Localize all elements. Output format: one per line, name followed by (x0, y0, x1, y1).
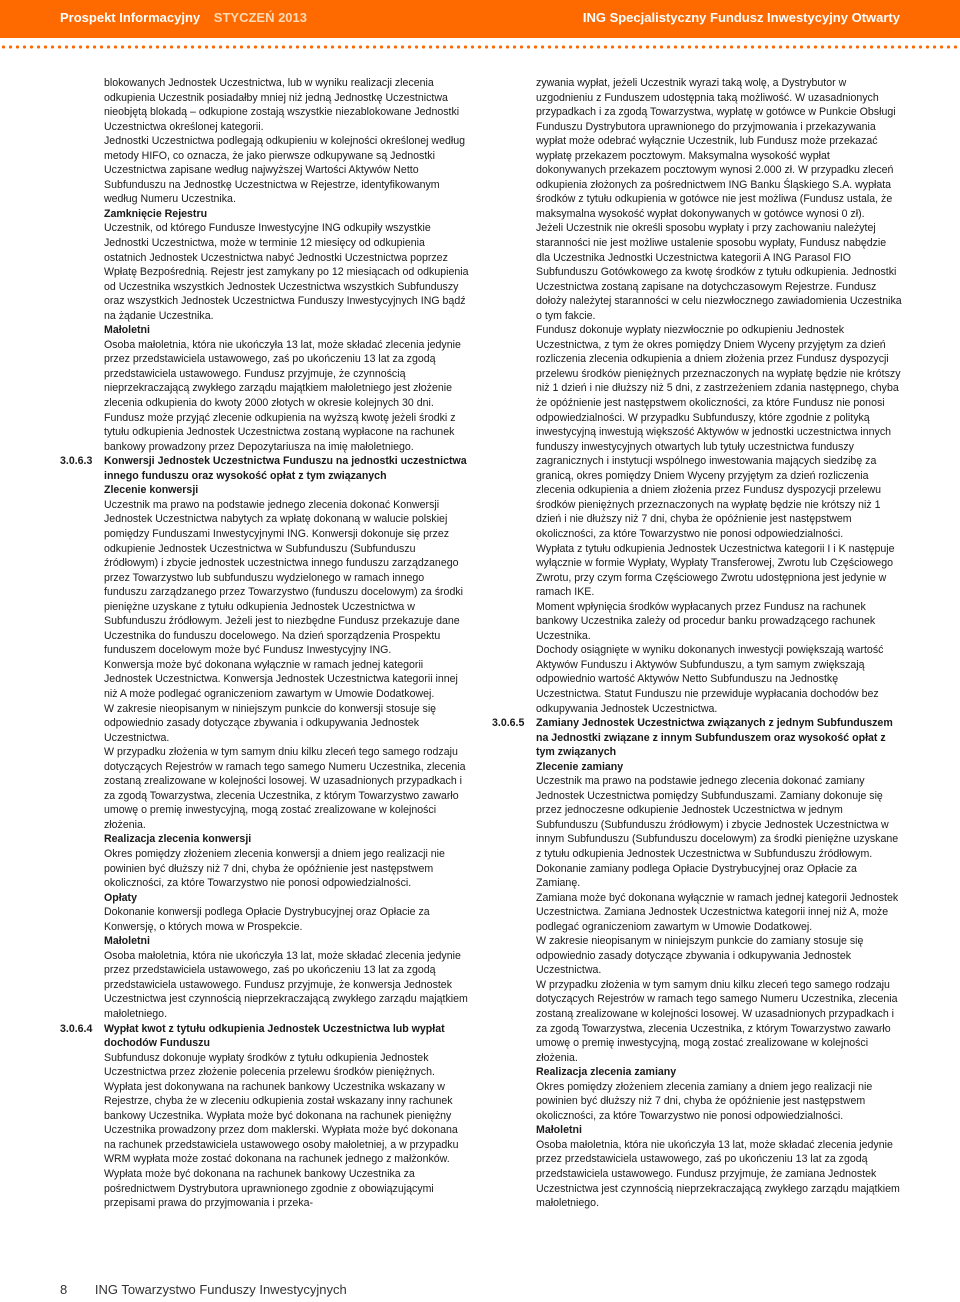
dotted-divider (0, 44, 960, 50)
paragraph: Dokonanie konwersji podlega Opłacie Dystrybucyjnej oraz Opłacie za Konwersję, o których mowa w Prospekcie. (104, 906, 430, 933)
subheading: Małoletni (104, 324, 150, 337)
paragraph: Osoba małoletnia, która nie ukończyła 13 lat, może składać zlecenia jedynie przez przedstawiciela ustawowego, zaś po ukończeniu 13 lat za zgodą przedstawiciela ustawowego. Fundusz przyjmuje, że czynnością nieprzekraczającą zwykłego zarządu majątkiem małoletniego jest złożenie zlecenia odkupienia do kwoty 2000 złotych w okresie kolejnych 30 dni. (104, 338, 461, 410)
paragraph: Zamiana może być dokonana wyłącznie w ramach jednej kategorii Jednostek Uczestnictwa. Zamiana Jednostek Uczestnictwa kategorii innej niż A, może podlegać ograniczeniom zawartym w Umowie Dodatkowej. (536, 891, 899, 933)
paragraph: blokowanych Jednostek Uczestnictwa, lub w wyniku realizacji zlecenia odkupienia Uczestnik posiadałby mniej niż jedną Jednostkę Uczestnictwa nieobjętą blokadą – odkupione zostają wszystkie niezablokowane Jednostki Uczestnictwa określonej kategorii. (104, 77, 460, 133)
page-header (0, 0, 960, 38)
section-heading (492, 716, 902, 760)
paragraph: Uczestnik ma prawo na podstawie jednego zlecenia dokonać zamiany Jednostek Uczestnictwa pomiędzy Subfunduszami. Zamiany dokonuje się przez jednoczesne odkupienie Jednostek Uczestnictwa w jednym Subfunduszu (Subfunduszu źródłowym) i zbycie Jednostek Uczestnictwa w innym Subfunduszu (Subfunduszu docelowym) za środki pieniężne uzyskane z tytułu odkupienia Jednostek Uczestnictwa w Subfunduszu źródłowym. Dokonanie zamiany podlega Opłacie Dystrybucyjnej oraz Opłacie za Zamianę. (536, 775, 899, 890)
subheading: Małoletni (104, 935, 150, 948)
paragraph: Moment wpłynięcia środków wypłacanych przez Fundusz na rachunek bankowy Uczestnika zależy od procedur banku prowadzącego rachunek Uczestnika. (536, 600, 876, 642)
paragraph: Subfundusz dokonuje wypłaty środków z tytułu odkupienia Jednostek Uczestnictwa przez złożenie polecenia przelewu środków pieniężnych. Wypłata jest dokonywana na rachunek bankowy Uczestnika wskazany w Rejestrze, chyba że w zleceniu odkupienia został wskazany inny rachunek bankowy Uczestnika. Wypłata może być dokonana na rachunek pieniężny Uczestnika prowadzony przez dom maklerski. Wypłata może być dokonana na rachunek przedstawiciela ustawowego osoby małoletniej, a w przypadku WRM wypłata może zostać dokonana na rachunek jednego z małżonków. Wypłata może być dokonana na rachunek bankowy Uczestnika za pośrednictwem Dystrybutora uprawnionego zgodnie z obowiązującymi przepisami prawa do przyjmowania i przeka- (104, 1051, 459, 1210)
paragraph: Okres pomiędzy złożeniem zlecenia konwersji a dniem jego realizacji nie powinien być dłuższy niż 7 dni, chyba że opóźnienie jest następstwem okoliczności, za które Towarzystwo nie ponosi odpowiedzialności. (104, 847, 445, 890)
subheading: Zlecenie konwersji (104, 484, 199, 497)
paragraph: Fundusz może przyjąć zlecenie odkupienia na wyższą kwotę jeżeli środki z tytułu odkupienia Jednostek Uczestnictwa zostaną wypłacone na rachunek bankowy prowadzony przez Depozytariusza na imię małoletniego. (104, 411, 456, 453)
paragraph: Konwersja może być dokonana wyłącznie w ramach jednej kategorii Jednostek Uczestnictwa. Konwersja Jednostek Uczestnictwa kategorii innej niż A może podlegać ograniczeniom zawartym w Umowie Dodatkowej. (104, 658, 458, 700)
paragraph: W zakresie nieopisanym w niniejszym punkcie do zamiany stosuje się odpowiednio zasady dotyczące zbywania i odkupywania Jednostek Uczestnictwa. (536, 935, 864, 977)
section-heading (60, 1022, 470, 1051)
paragraph: Okres pomiędzy złożeniem zlecenia zamiany a dniem jego realizacji nie powinien być dłuższy niż 7 dni, chyba że opóźnienie jest następstwem okoliczności, za które Towarzystwo nie ponosi odpowiedzialności. (536, 1080, 873, 1122)
section-heading (60, 454, 470, 483)
paragraph: W zakresie nieopisanym w niniejszym punkcie do konwersji stosuje się odpowiednio zasady dotyczące zbywania i odkupywania Jednostek Uczestnictwa. (104, 702, 437, 744)
subheading: Opłaty (104, 891, 137, 904)
paragraph: Wypłata z tytułu odkupienia Jednostek Uczestnictwa kategorii I i K następuje wyłącznie w formie Wypłaty, Wypłaty Transferowej, Zwrotu lub Częściowego Zwrotu, przy czym forma Częściowego Zwrotu udostępniona jest jedynie w ramach IKE. (536, 542, 895, 599)
paragraph: W przypadku złożenia w tym samym dniu kilku zleceń tego samego rodzaju dotyczących Rejestrów w ramach tego samego Numeru Uczestnika, zlecenia zostaną zrealizowane w kolejności losowej. W uzasadnionych przypadkach i za zgodą Towarzystwa, zlecenia Uczestnika, z którym Towarzystwo zawarło umowę o premię inwestycyjną, mogą zostać zrealizowane w kolejności złożenia. (104, 746, 466, 831)
section-number: 3.0.6.5 (492, 717, 525, 730)
publisher-name: ING Towarzystwo Funduszy Inwestycyjnych (94, 1282, 347, 1297)
paragraph: zywania wypłat, jeżeli Uczestnik wyrazi taką wolę, a Dystrybutor w uzgodnieniu z Funduszem udostępnia taką możliwość. W uzasadnionych przypadkach i za zgodą Towarzystwa, wypłatę w gotówce w Punkcie Obsługi Funduszu Dystrybutora uprawnionego do przyjmowania i przekazywania wypłat może odebrać wyłącznie Uczestnik, lub Fundusz może przekazać wypłatę przekazem pocztowym. Maksymalna wysokość wypłat dokonywanych przekazem pocztowym wynosi 2.000 zł. W przypadku zleceń odkupienia złożonych za pośrednictwem ING Banku Śląskiego S.A. wypłata środków z tytułu odkupienia w gotówce nie jest możliwa (Fundusz ustala, że maksymalna wysokość wypłat dokonywanych w gotówce wynosi 0 zł). (536, 77, 896, 220)
right-column (492, 76, 902, 1211)
subheading: Małoletni (536, 1124, 582, 1137)
paragraph: Fundusz dokonuje wypłaty niezwłocznie po odkupieniu Jednostek Uczestnictwa, z tym że okres pomiędzy Dniem Wyceny przyjętym za dzień rozliczenia zlecenia odkupienia a dniem złożenia przez Fundusz dyspozycji przelewu środków pieniężnych przeznaczonych na wypłatę będzie nie krótszy niż 1 dzień i nie dłuższy niż 5 dni, z zastrzeżeniem zdania następnego, chyba że opóźnienie jest następstwem okoliczności, za które Fundusz nie ponosi odpowiedzialności. W przypadku Subfunduszy, które zgodnie z polityką inwestycyjną inwestują większość Aktywów w jednostki uczestnictwa innych funduszy inwestycyjnych otwartych lub tytuły uczestnictwa funduszy zagranicznych i instytucji wspólnego inwestowania mających siedzibę za granicą, okres pomiędzy Dniem Wyceny przyjętym za dzień rozliczenia zlecenia odkupienia a dniem złożenia przez Fundusz dyspozycji przelewu środków pieniężnych przeznaczonych na wypłatę będzie nie krótszy niż 1 dzień i nie dłuższy niż 7 dni, chyba że opóźnienie jest następstwem okoliczności, za które Towarzystwo nie ponosi odpowiedzialności. (536, 324, 901, 540)
paragraph: Osoba małoletnia, która nie ukończyła 13 lat, może składać zlecenia jedynie przez przedstawiciela ustawowego, zaś po ukończeniu 13 lat za zgodą przedstawiciela ustawowego. Fundusz przyjmuje, że konwersja Jednostek Uczestnictwa jest czynnością nieprzekraczającą zwykłego zarządu majątkiem małoletniego. (104, 949, 468, 1020)
section-title: Zamiany Jednostek Uczestnictwa związanych z jednym Subfunduszem na Jednostki związane z innym Subfunduszem oraz wysokość opłat z tym związanych (536, 717, 893, 759)
subheading: Zamknięcie Rejestru (104, 207, 208, 220)
header-left (60, 10, 307, 25)
section-number: 3.0.6.3 (60, 455, 93, 468)
paragraph: Jeżeli Uczestnik nie określi sposobu wypłaty i przy zachowaniu należytej staranności nie jest możliwe ustalenie sposobu wypłaty, Fundusz nabędzie dla Uczestnika Jednostki Uczestnictwa kategorii A ING Parasol FIO Subfunduszu Gotówkowego za kwotę środków z tytułu odkupienia. Jednostki Uczestnictwa zostaną zapisane na dotychczasowym Rejestrze. Fundusz dołoży należytej staranności w celu niezwłocznego zawiadomienia Uczestnika o tym fakcie. (536, 222, 902, 322)
document-date: STYCZEŃ 2013 (213, 10, 307, 25)
left-column (60, 76, 470, 1211)
paragraph: Jednostki Uczestnictwa podlegają odkupieniu w kolejności określonej według metody HIFO, co oznacza, że jako pierwsze odkupywane są Jednostki Uczestnictwa zapisane według najwyższej Wartości Aktywów Netto Subfunduszu na Jednostkę Uczestnictwa w Rejestrze, identyfikowanym według Numeru Uczestnika. (104, 135, 465, 206)
subheading: Realizacja zlecenia zamiany (536, 1066, 677, 1079)
fund-name: ING Specjalistyczny Fundusz Inwestycyjny Otwarty (582, 10, 900, 25)
subheading: Zlecenie zamiany (536, 760, 624, 773)
paragraph: Osoba małoletnia, która nie ukończyła 13 lat, może składać zlecenia jedynie przez przedstawiciela ustawowego, zaś po ukończeniu 13 lat za zgodą przedstawiciela ustawowego. Fundusz przyjmuje, że zamiana Jednostek Uczestnictwa jest czynnością nieprzekraczającą zwykłego zarządu majątkiem małoletniego. (536, 1138, 900, 1210)
page-number: 8 (60, 1282, 68, 1297)
section-title: Konwersji Jednostek Uczestnictwa Funduszu na jednostki uczestnictwa innego funduszu oraz wysokość opłat z tym związanych (104, 455, 467, 482)
document-title: Prospekt Informacyjny (60, 10, 201, 25)
subheading: Realizacja zlecenia konwersji (104, 833, 252, 846)
paragraph: Dochody osiągnięte w wyniku dokonanych inwestycji powiększają wartość Aktywów Funduszu i Aktywów Subfunduszu, a tym samym zwiększają odpowiednio wartość Aktywów Netto Subfunduszu na Jednostkę Uczestnictwa. Statut Funduszu nie przewiduje wypłacania dochodów bez odkupywania Jednostek Uczestnictwa. (536, 644, 884, 715)
paragraph: W przypadku złożenia w tym samym dniu kilku zleceń tego samego rodzaju dotyczących Rejestrów w ramach tego samego Numeru Uczestnika, zlecenia zostaną zrealizowane w kolejności losowej. W uzasadnionych przypadkach i za zgodą Towarzystwa, zlecenia Uczestnika, z którym Towarzystwo zawarło umowę o premię inwestycyjną, mogą zostać zrealizowane w kolejności złożenia. (536, 978, 898, 1064)
paragraph: Uczestnik, od którego Fundusze Inwestycyjne ING odkupiły wszystkie Jednostki Uczestnictwa, może w terminie 12 miesięcy od odkupienia ostatnich Jednostek Uczestnictwa nabyć Jednostki Uczestnictwa poprzez Wpłatę Bezpośrednią. Rejestr jest zamykany po 12 miesiącach od odkupienia od Uczestnika wszystkich Jednostek Uczestnictwa wszystkich Subfunduszy oraz wszystkich Jednostek Uczestnictwa Funduszy Inwestycyjnych ING bądź na żądanie Uczestnika. (104, 222, 469, 322)
paragraph: Uczestnik ma prawo na podstawie jednego zlecenia dokonać Konwersji Jednostek Uczestnictwa nabytych za wpłatę dokonaną w walucie polskiej pomiędzy Funduszami Inwestycyjnymi ING. Konwersji dokonuje się przez odkupienie Jednostek Uczestnictwa w Subfunduszu (Subfunduszu źródłowym) i zbycie jednostek uczestnictwa innego funduszu zarządzanego przez Towarzystwo lub subfunduszu wydzielonego w ramach innego funduszu zarządzanego przez Towarzystwo (funduszu docelowym) za środki pieniężne uzyskane z tytułu odkupienia Jednostek Uczestnictwa w Subfunduszu źródłowym. Jeżeli jest to niezbędne Fundusz przekazuje dane Uczestnika do funduszu docelowego. Na dzień sporządzenia Prospektu funduszem docelowym może być Fundusz Inwestycyjny ING. (104, 498, 463, 657)
section-number: 3.0.6.4 (60, 1022, 93, 1035)
page-footer (60, 1282, 347, 1297)
section-title: Wypłat kwot z tytułu odkupienia Jednostek Uczestnictwa lub wypłat dochodów Funduszu (104, 1022, 445, 1050)
